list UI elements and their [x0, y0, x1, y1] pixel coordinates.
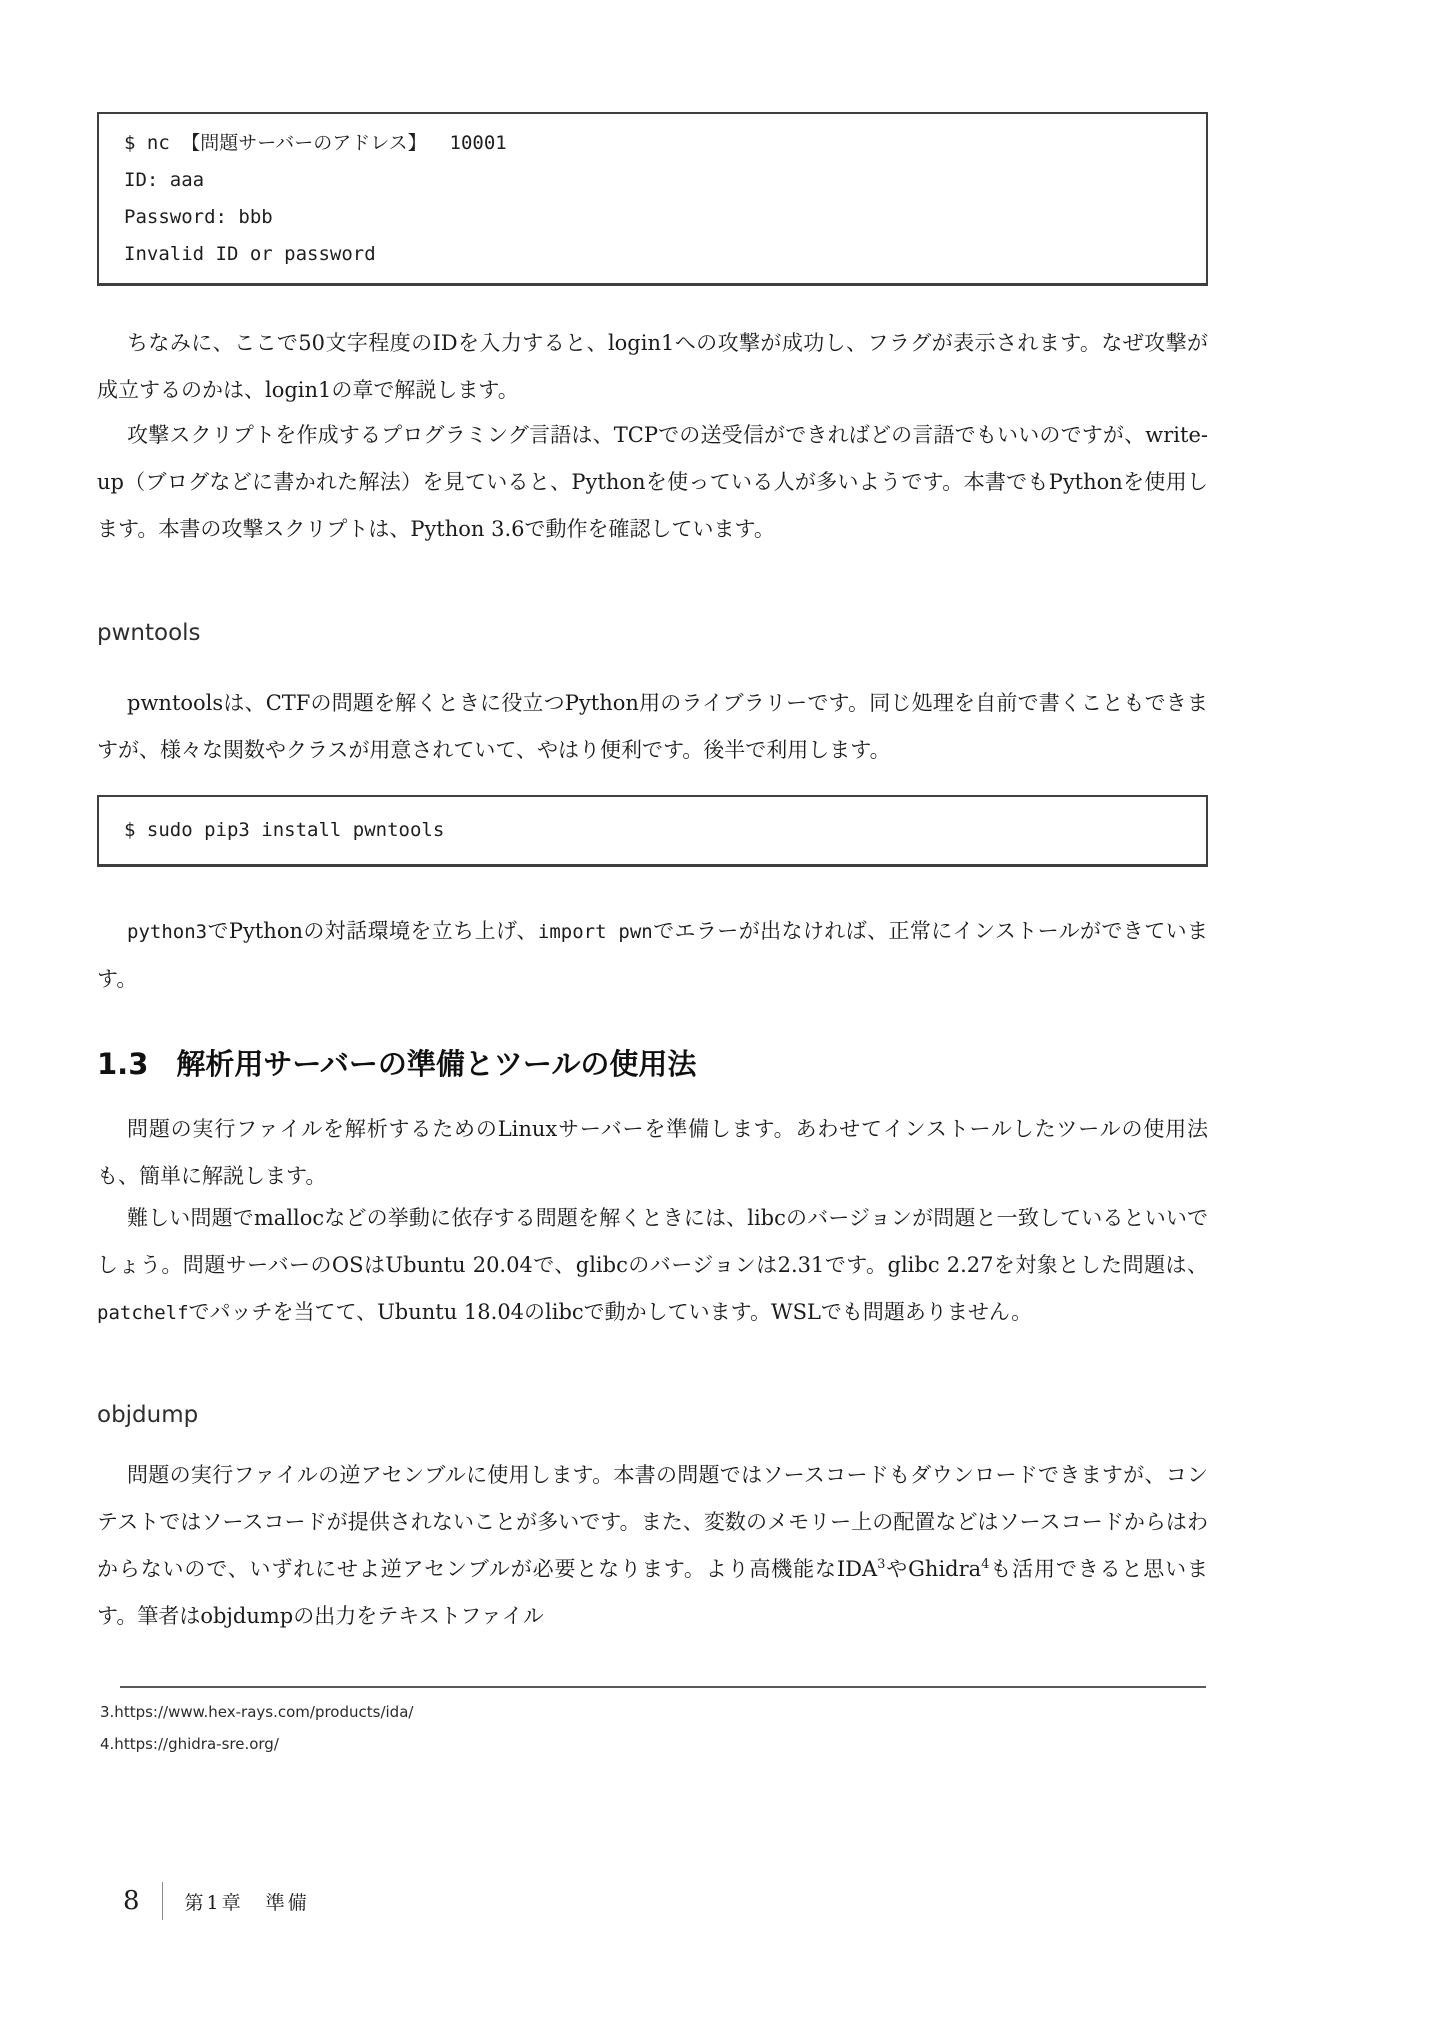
page-number: 8: [123, 1886, 140, 1916]
footnote-ghidra-url: 4.https://ghidra-sre.org/: [100, 1735, 279, 1753]
subsection-heading-objdump: objdump: [97, 1402, 199, 1428]
terminal-command-block: [97, 795, 1208, 867]
body-paragraph-login1-note: ちなみに、ここで50文字程度のIDを入力すると、login1への攻撃が成功し、フラグが表示されます。なぜ攻撃が成立するのかは、login1の章で解説します。: [97, 331, 1208, 402]
code-line: $ nc 【問題サーバーのアドレス】 10001: [124, 131, 507, 154]
section-heading-1-3: [97, 1042, 1208, 1083]
terminal-output-block: [97, 112, 1208, 286]
section-title: 解析用サーバーの準備とツールの使用法: [176, 1047, 697, 1081]
code-line: Password: bbb: [124, 205, 273, 228]
footnote-ida-url: 3.https://www.hex-rays.com/products/ida/: [100, 1703, 414, 1721]
section-number: 1.3: [97, 1047, 149, 1081]
body-paragraph-pwntools-intro: pwntoolsは、CTFの問題を解くときに役立つPython用のライブラリーです。同じ処理を自前で書くこともできますが、様々な関数やクラスが用意されていて、やはり便利です。後半で利用します。: [97, 691, 1208, 762]
code-line: Invalid ID or password: [124, 242, 376, 265]
footnote-separator: [120, 1686, 1206, 1688]
page-footer: [123, 1882, 310, 1920]
body-paragraph-server-prep: 問題の実行ファイルを解析するためのLinuxサーバーを準備します。あわせてインストールしたツールの使用法も、簡単に解説します。: [97, 1117, 1208, 1188]
subsection-heading-pwntools: pwntools: [97, 620, 201, 646]
code-line: ID: aaa: [124, 168, 205, 191]
code-line: $ sudo pip3 install pwntools: [124, 819, 445, 841]
body-paragraph-attack-script: 攻撃スクリプトを作成するプログラミング言語は、TCPでの送受信ができればどの言語でもいいのですが、write-up（ブログなどに書かれた解法）を見ていると、Pythonを使っている人が多いようです。本書でもPythonを使用します。本書の攻撃スクリプトは、Python 3.6で動作を確認しています。: [97, 423, 1208, 541]
body-paragraph-libc-version: 難しい問題でmallocなどの挙動に依存する問題を解くときには、libcのバージョンが問題と一致しているといいでしょう。問題サーバーのOSはUbuntu 20.04で、glibcのバージョンは2.31です。glibc 2.27を対象とした問題は、patchelfでパッチを当てて、Ubuntu 18.04のlibcで動かしています。WSLでも問題ありません。: [97, 1206, 1208, 1324]
footer-divider: [162, 1882, 163, 1920]
body-paragraph-install-check: python3でPythonの対話環境を立ち上げ、import pwnでエラーが出なければ、正常にインストールができています。: [97, 919, 1208, 991]
body-paragraph-objdump-intro: 問題の実行ファイルの逆アセンブルに使用します。本書の問題ではソースコードもダウンロードできますが、コンテストではソースコードが提供されないことが多いです。また、変数のメモリー上の配置などはソースコードからはわからないので、いずれにせよ逆アセンブルが必要となります。より高機能なIDA$^3$やGhidra$^4$も活用できると思います。筆者はobjdumpの出力をテキストファイル: [97, 1463, 1208, 1628]
chapter-title: 第1章 準備: [184, 1891, 310, 1914]
